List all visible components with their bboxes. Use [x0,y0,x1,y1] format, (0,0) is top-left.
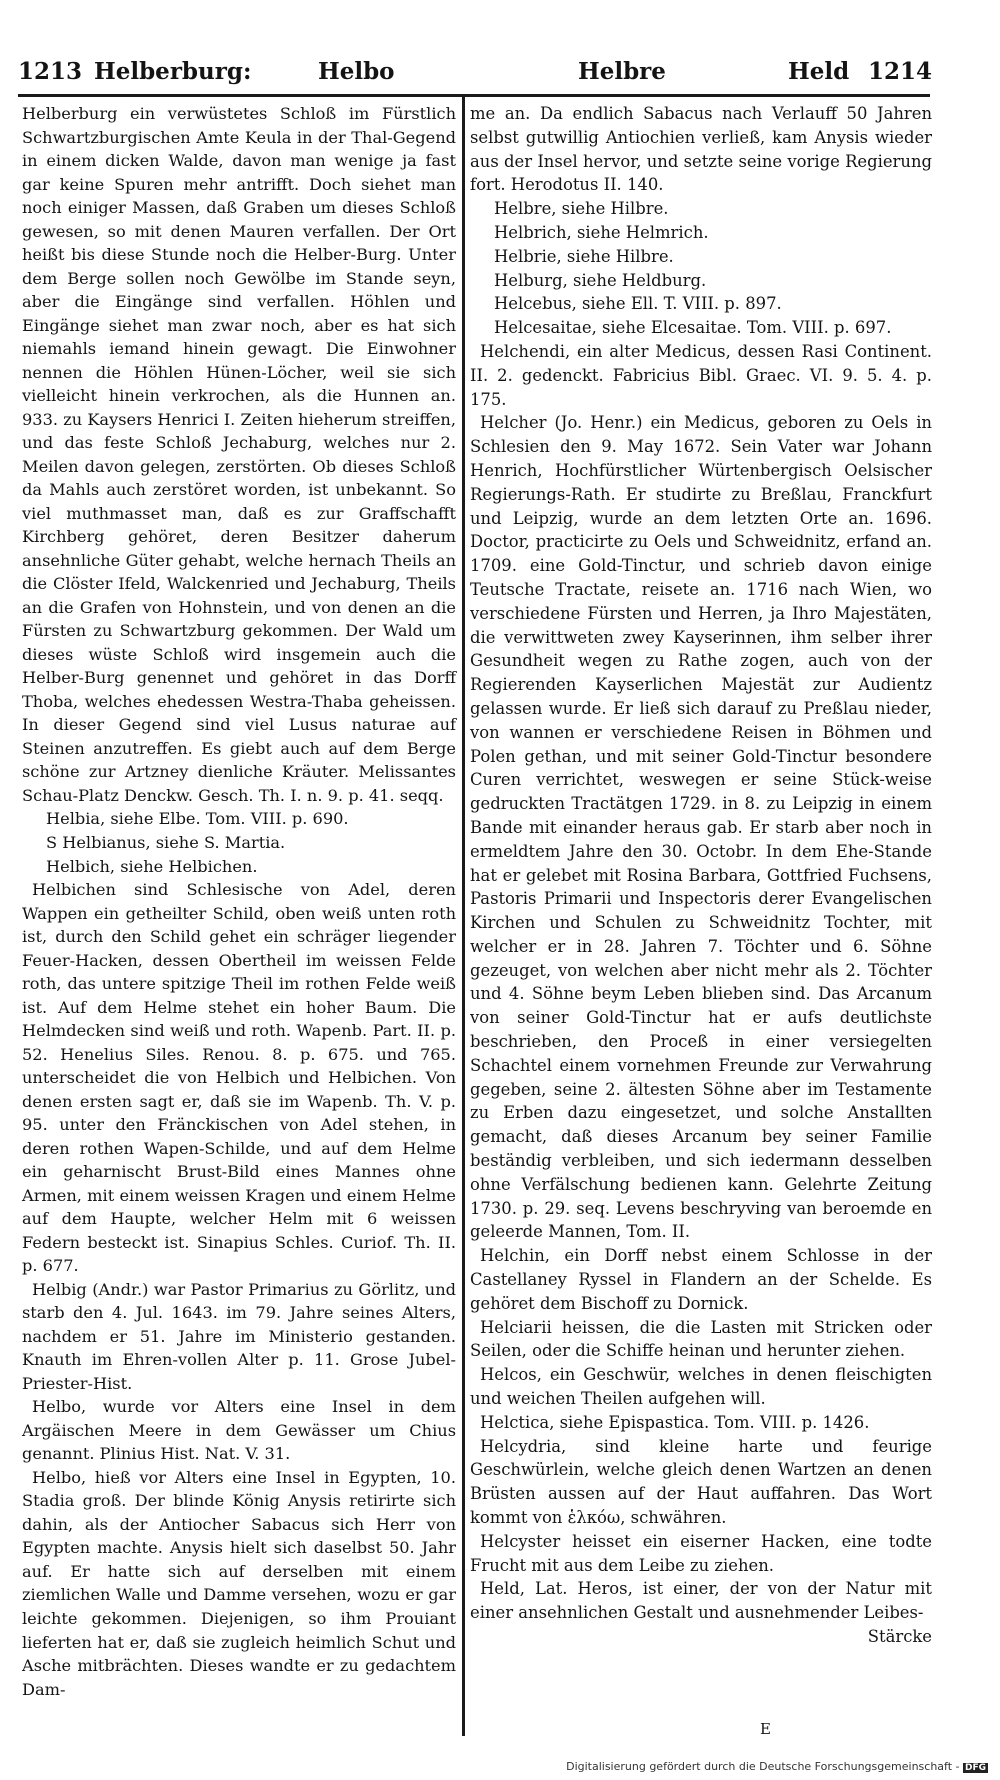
entry-helbig: Helbig (Andr.) war Pastor Primarius zu Görlitz, und starb den 4. Jul. 1643. im 79. Jahre seines Alters, nachdem er 51. Jahre im Ministerio gestanden. Knauth im Ehren-vollen Alter p. 11. Grose Jubel-Priester-Hist. [22,1279,456,1393]
running-head-right: Helbre [578,58,666,85]
entry-held: Held, Lat. Heros, ist einer, der von der Natur mit einer ansehnlichen Gestalt und ausnehmender Leibes- [470,1579,932,1623]
entry-helctica: Helctica, siehe Epispastica. Tom. VIII. p. 1426. [480,1412,870,1432]
running-head-left: Helbo [318,58,395,85]
left-column [22,102,456,1701]
entry-helcyster: Helcyster heisset ein eiserner Hacken, eine todte Frucht mit aus dem Leibe zu ziehen. [470,1531,932,1575]
dfg-logo: DFG [964,1763,986,1773]
entry-helbo-egypten: Helbo, hieß vor Alters eine Insel in Egypten, 10. Stadia groß. Der blinde König Anysis retirirte sich dahin, als der Antiocher Sabacus sich Herr von Egypten machte. Anysis hielt sich daselbst 50. Jahr auf. Er hatte sich auf derselben mit einem ziemlichen Walle und Damme versehen, wozu er gar leichte gekommen. Diejenigen, so ihm Prouiant lieferten hat er, daß sie zugleich heimlich Schut und Asche mitbrächten. Dieses wandte er zu gedachtem Dam- [22,1467,456,1699]
entry-helbia: Helbia, siehe Elbe. Tom. VIII. p. 690. [46,809,349,829]
entry-helcos: Helcos, ein Geschwür, welches in denen fleischigten und weichen Theilen aufgehen will. [470,1365,932,1409]
entry-helbo-continued: me an. Da endlich Sabacus nach Verlauff 50 Jahren selbst gutwillig Antiochien verließ, kam Anysis wieder aus der Insel hervor, und setzte seine vorige Regierung fort. Herodotus II. 140. [470,104,932,195]
catchword-bottom: Stärcke [867,1627,932,1646]
digitization-credit [566,1760,988,1773]
header-rule [18,94,930,97]
entry-helbich: Helbich, siehe Helbichen. [46,856,258,876]
entry-helbrich: Helbrich, siehe Helmrich. [494,222,709,242]
entry-helberburg: Helberburg ein verwüstetes Schloß im Fürstlich Schwartzburgischen Amte Keula in der Thal-Gegend in einem dicken Walde, davon man wenige ja fast gar keine Spuren mehr antrifft. Doch siehet man noch einiger Massen, daß Graben um dieses Schloß gewesen, so mit denen Mauren verfallen. Der Ort heißt bis diese Stunde noch die Helber-Burg. Unter dem Berge sollen noch Gewölbe im Stande seyn, aber die Eingänge sind verfallen. Höhlen und Eingänge siehet man zwar noch, aber es hat sich niemahls iemand hinein gewagt. Die Einwohner nennen die Höhlen Hünen-Löcher, weil sie sich vielleicht hinein verkrochen, als die Hunnen an. 933. zu Kaysers Henrici I. Zeiten hieherum streiffen, und das feste Schloß Jechaburg, welches nur 2. Meilen davon gelegen, zerstörten. Ob dieses Schloß da Mahls auch zerstöret worden, ist unbekannt. So viel muthmasset man, daß es zur Graffschafft Kirchberg gehöret, deren Besitzer daherum ansehnliche Güter gehabt, welche hernach Theils an die Clöster Ifeld, Walckenried und Jechaburg, Theils an die Grafen von Hohnstein, und von denen an die Fürsten zu Schwartzburg gekommen. Der Wald um dieses wüste Schloß wird insgemein auch die Helber-Burg genennet und gehöret in das Dorff Thoba, welches ehedessen Westra-Thaba geheissen. In dieser Gegend sind viel Lusus naturae auf Steinen anzutreffen. Es giebt auch auf dem Berge schöne zur Artzney dienliche Kräuter. Melissantes Schau-Platz Denckw. Gesch. Th. I. n. 9. p. 41. seqq. [22,104,456,805]
entry-helcesaitae: Helcesaitae, siehe Elcesaitae. Tom. VIII. p. 697. [494,318,892,338]
entry-helbianus: S Helbianus, siehe S. Martia. [46,832,286,852]
entry-helbre: Helbre, siehe Hilbre. [494,199,669,219]
entry-helcydria: Helcydria, sind kleine harte und feurige Geschwürlein, welche gleich denen Wartzen an denen Brüsten aussen auf der Haut auffahren. Das Wort kommt von ἑλκόω, schwähren. [470,1436,932,1528]
entry-helchin: Helchin, ein Dorff nebst einem Schlosse in der Castellaney Ryssel in Flandern an der Schelde. Es gehöret dem Bischoff zu Dornick. [470,1246,932,1313]
credit-text: Digitalisierung gefördert durch die Deutsche Forschungsgemeinschaft - [566,1760,960,1773]
entry-helburg: Helburg, siehe Heldburg. [494,270,707,290]
entry-helbichen: Helbichen sind Schlesische von Adel, deren Wappen ein getheilter Schild, oben weiß unten roth ist, durch den Schild gehet ein schräger liegender Feuer-Hacken, dessen Obertheil im weissen Felde roth, das untere spitzige Theil im rothen Felde weiß ist. Auf dem Helme stehet ein hoher Baum. Die Helmdecken sind weiß und roth. Wapenb. Part. II. p. 52. Henelius Siles. Renou. 8. p. 675. und 765. unterscheidet die von Helbich und Helbichen. Von denen ersten sagt er, daß sie im Wapenb. Th. V. p. 95. unter den Fränckischen von Adel stehen, in deren rothen Wapen-Schilde, und auf dem Helme ein geharnischt Brust-Bild eines Mannes ohne Armen, mit einem weissen Kragen und einem Helme auf dem Haupte, welcher Helm mit 6 weissen Federn besteckt ist. Sinapius Schles. Curiof. Th. II. p. 677. [22,880,456,1276]
entry-helbo-argaeisch: Helbo, wurde vor Alters eine Insel in dem Argäischen Meere in dem Gewässer um Chius genannt. Plinius Hist. Nat. V. 31. [22,1397,456,1464]
page-number-right: 1214 [868,58,933,85]
page-number-left: 1213 [18,58,83,85]
catchword-left: Helberburg: [94,58,252,85]
column-divider [462,96,465,1736]
catchword-right: Held [788,58,850,85]
entry-helbrie: Helbrie, siehe Hilbre. [494,246,674,266]
right-column [470,102,932,1649]
page-header [18,58,933,92]
entry-helchendi: Helchendi, ein alter Medicus, dessen Rasi Continent. II. 2. gedenckt. Fabricius Bibl. Graec. VI. 9. 5. 4. p. 175. [470,341,932,409]
entry-helcebus: Helcebus, siehe Ell. T. VIII. p. 897. [494,294,782,314]
signature-mark: E [760,1720,771,1738]
entry-helciarii: Helciarii heissen, die die Lasten mit Stricken oder Seilen, oder die Schiffe heinan und herunter ziehen. [470,1317,932,1361]
entry-helcher: Helcher (Jo. Henr.) ein Medicus, geboren zu Oels in Schlesien den 9. May 1672. Sein Vater war Johann Henrich, Hochfürstlicher Würtenbergisch Oelsischer Regierungs-Rath. Er studirte zu Breßlau, Franckfurt und Leipzig, wurde an dem letzten Orte an. 1696. Doctor, practicirte zu Oels und Schweidnitz, erfand an. 1709. eine Gold-Tinctur, und schrieb davon einige Teutsche Tractate, reisete an. 1716 nach Wien, wo verschiedene Fürsten und Herren, ja Ihro Majestäten, die verwittweten zwey Kayserinnen, ihm selber ihrer Gesundheit wegen zu Rathe zogen, auch von der Regierenden Kayserlichen Majestät zur Audientz gelassen wurde. Er ließ sich darauf zu Preßlau nieder, von wannen er verschiedene Reisen in Böhmen und Polen gethan, und mit seiner Gold-Tinctur besondere Curen verrichtet, weswegen er seine Stück-weise gedruckten Tractätgen 1729. in 8. zu Leipzig in einem Bande mit einander heraus gab. Er starb aber noch in ermeldtem Jahre den 30. Octobr. In dem Ehe-Stande hat er gelebet mit Rosina Barbara, Gottfried Fuchsens, Pastoris Primarii und Inspectoris derer Evangelischen Kirchen und Schulen zu Schweidnitz Tochter, mit welcher er in 28. Jahren 7. Töchter und 6. Söhne gezeuget, von welchen aber nicht mehr als 2. Töchter und 4. Söhne beym Leben blieben sind. Das Arcanum von seiner Gold-Tinctur hat er aufs deutlichste beschrieben, den Proceß in einer versiegelten Schachtel einem vornehmen Freunde zur Verwahrung gegeben, seine 2. ältesten Söhne aber im Testamente zu Erben dazu eingesetzet, und solche Anstallten gemacht, daß dieses Arcanum bey seiner Familie beständig verbleiben, und sich iedermann desselben ohne Verfälschung bedienen kann. Gelehrte Zeitung 1730. p. 29. seq. Levens beschryving van beroemde en geleerde Mannen, Tom. II. [470,413,932,1242]
